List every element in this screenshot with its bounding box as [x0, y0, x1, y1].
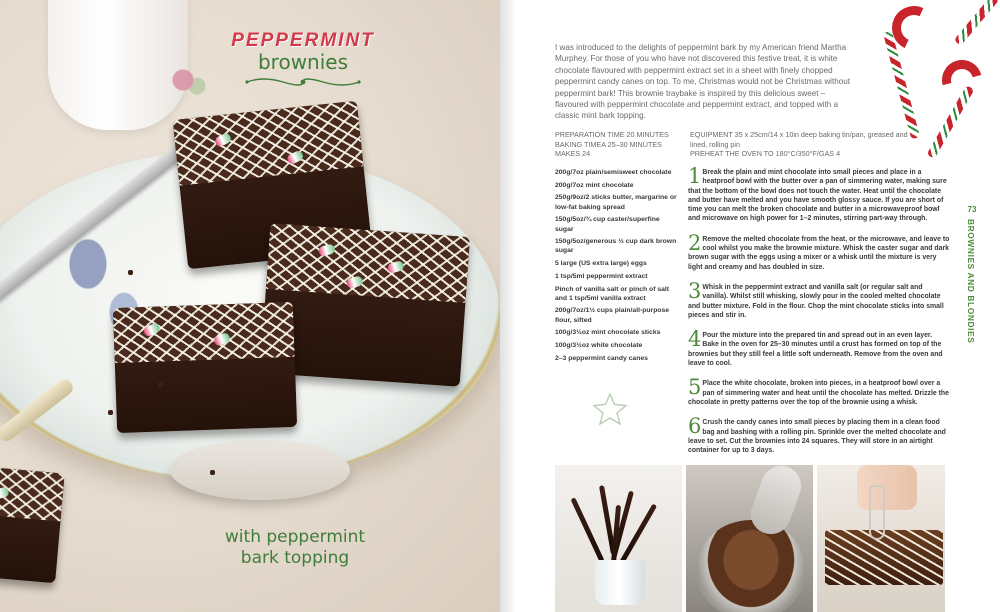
step-photos: [555, 465, 945, 612]
ingredient-item: 2–3 peppermint candy canes: [555, 354, 648, 362]
ingredients-list: [555, 168, 677, 366]
brownie-image: [0, 467, 65, 584]
ingredient-item: 200g/7oz plain/semisweet chocolate: [555, 169, 672, 176]
running-header: [962, 205, 982, 405]
step-text: Whisk in the peppermint extract and vanilla salt (or regular salt and vanilla). Whilst still whisking, slowly pour in the cooled melted chocolate and butter mixture. Fold in the flour. Chop the mint chocolate sticks into small pieces and stir in.: [688, 283, 944, 319]
page-number: 73: [967, 205, 977, 214]
equipment-text: EQUIPMENT 35 x 25cm/14 x 10in deep baking tin/pan, greased and lined, rolling pin: [690, 130, 908, 149]
method-step: [688, 414, 950, 455]
section-label: BROWNIES AND BLONDIES: [966, 219, 976, 344]
teacup-image: [48, 0, 188, 130]
mint-sticks-photo: [555, 465, 682, 612]
step-number: 4: [688, 327, 702, 352]
title-line-2: brownies: [257, 50, 349, 74]
step-text: Break the plain and mint chocolate into small pieces and place in a heatproof bowl with the butter over a pan of simmering water, making sure that the bottom of the bowl does not touch the water. Heat until the chocolate and butter have melted and you have smooth glossy sauce. If you are short of time you can melt the broken chocolate and butter in a microwaveproof bowl and microwave on high power for 1–2 minutes, stirring part-way through.: [688, 169, 947, 223]
method-step: [688, 164, 950, 224]
ingredient-item: 150g/5oz/generous ½ cup dark brown sugar: [555, 238, 677, 255]
ingredient-item: 250g/9oz/2 sticks butter, margarine or low-fat baking spread: [555, 194, 677, 211]
step-text: Remove the melted chocolate from the heat, or the microwave, and leave to cool whilst you make the brownie mixture. Whisk the caster sugar and dark brown sugar with the eggs using a mixer or a whisk until the mixture is very light and creamy and has doubled in size.: [688, 235, 950, 271]
step-number: 2: [688, 230, 702, 255]
page-gutter-shadow: [500, 0, 516, 612]
step-text: Place the white chocolate, broken into pieces, in a heatproof bowl over a pan of simmering water and heat until the chocolate has melted. Drizzle the chocolate in pretty patterns over the top of the brownie using a whisk.: [688, 380, 949, 406]
method-step: [688, 375, 950, 407]
ingredient-item: 150g/5oz/¾ cup caster/superfine sugar: [555, 216, 660, 233]
ingredient-item: 200g/7oz mint chocolate: [555, 181, 634, 189]
preheat-text: PREHEAT THE OVEN TO 180°C/350°F/GAS 4: [690, 149, 841, 159]
recipe-title: [218, 30, 388, 88]
step-number: 1: [688, 164, 702, 188]
crumb: [108, 410, 113, 415]
ingredient-item: 200g/7oz/1½ cups plain/all-purpose flour, sifted: [555, 307, 670, 324]
crumb: [158, 382, 163, 387]
method-step: [688, 327, 950, 368]
drizzling-chocolate-photo: [817, 465, 945, 612]
step-number: 6: [688, 414, 702, 439]
baking-time: BAKING TIMEA 25–30 MINUTES: [555, 139, 662, 149]
ingredient-item: 5 large (US extra large) eggs: [555, 260, 647, 268]
brownie-image: [113, 302, 297, 433]
intro-paragraph: I was introduced to the delights of peppermint bark by my American friend Martha Murphey. For those of you who have not discovered this festive treat, it is white chocolate flavoured with peppermint extract set in a sheet with finely chopped peppermint candy canes on top. To me, Christmas would not be Christmas without peppermint bark! This brownie traybake is inspired by this delicious sweet – flavoured with peppermint chocolate and peppermint extract, and topped with a classic mint bark topping.: [555, 43, 850, 121]
makes-count: MAKES 24: [555, 149, 591, 159]
melting-chocolate-photo: [686, 465, 813, 612]
ingredient-item: Pinch of vanilla salt or pinch of salt and 1 tsp/5ml vanilla extract: [555, 285, 670, 302]
step-number: 3: [688, 278, 702, 303]
ingredient-item: 100g/3½oz mint chocolate sticks: [555, 329, 661, 337]
step-number: 5: [688, 375, 702, 400]
star-outline-icon: [592, 392, 628, 426]
plate-pedestal: [170, 440, 350, 500]
crumb: [210, 470, 215, 475]
recipe-meta-equipment: [690, 130, 920, 159]
recipe-subtitle: with peppermint bark topping: [224, 527, 366, 568]
step-text: Pour the mixture into the prepared tin and spread out in an even layer. Bake in the oven for 25–30 minutes until a crust has formed on top of the brownies but they still feel a little soft underneath. Remove from the oven and leave to cool.: [688, 332, 943, 368]
prep-time: PREPARATION TIME 20 MINUTES: [555, 130, 669, 139]
crumb: [128, 270, 133, 275]
ingredient-item: 1 tsp/5ml peppermint extract: [555, 272, 648, 280]
ingredient-item: 100g/3½oz white chocolate: [555, 342, 643, 350]
method-step: [688, 278, 950, 320]
flourish-ornament-icon: [243, 76, 363, 88]
method-step: [688, 230, 950, 272]
title-line-1: PEPPERMINT: [231, 30, 375, 51]
method-steps: [688, 164, 950, 466]
step-text: Crush the candy canes into small pieces by placing them in a clean food bag and bashing with a rolling pin. Sprinkle over the melted chocolate and leave to set. Cut the brownies into 24 squares. They will store in an airtight container for up to 3 days.: [688, 419, 946, 455]
recipe-meta-times: [555, 130, 685, 159]
